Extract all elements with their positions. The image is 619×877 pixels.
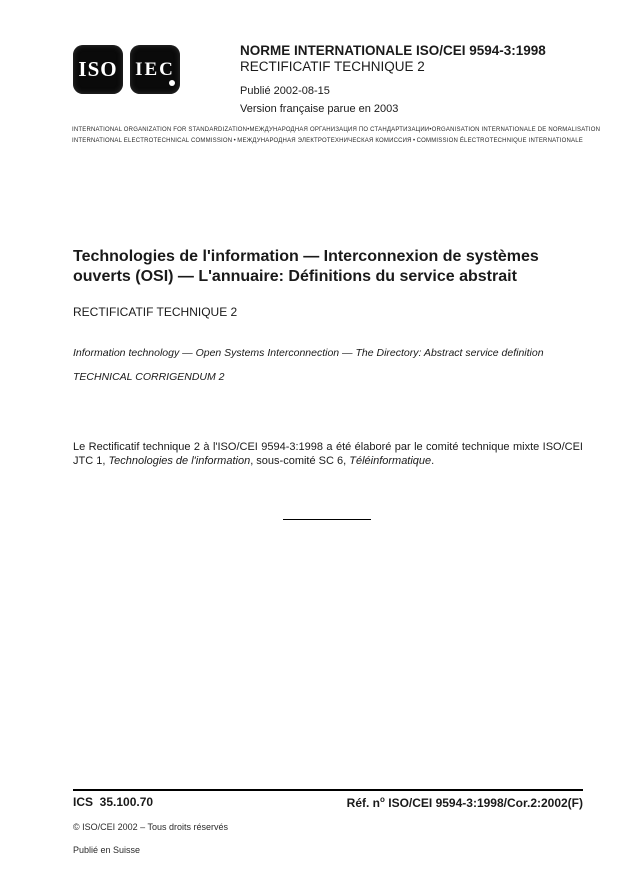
org-name: COMMISSION ÉLECTROTECHNIQUE INTERNATIONALE bbox=[416, 138, 583, 144]
bullet-separator: • bbox=[413, 138, 416, 144]
reference-superscript: o bbox=[380, 795, 385, 804]
iec-logo-icon bbox=[130, 45, 180, 94]
organizations-row bbox=[72, 138, 583, 144]
iec-logo-label: IEC bbox=[135, 58, 175, 80]
bullet-separator: • bbox=[429, 127, 432, 133]
bullet-separator: • bbox=[233, 138, 236, 144]
document-title-french: Technologies de l'information — Interconnexion de systèmes ouverts (OSI) — L'annuaire: Définitions du service abstrait bbox=[73, 248, 539, 285]
foreword-text: , sous-comité SC 6, bbox=[250, 455, 350, 467]
org-name: ORGANISATION INTERNATIONALE DE NORMALISATION bbox=[431, 127, 601, 133]
foreword-italic-subcommittee: Téléinformatique bbox=[349, 455, 432, 467]
iso-logo-icon bbox=[73, 45, 123, 94]
organizations-block bbox=[72, 127, 601, 149]
reference-number bbox=[347, 795, 583, 810]
bullet-separator: • bbox=[247, 127, 250, 133]
iec-logo-dot-icon bbox=[169, 80, 175, 86]
foreword-text: . bbox=[431, 455, 435, 467]
corrigendum-title-french: RECTIFICATIF TECHNIQUE 2 bbox=[73, 305, 238, 319]
iso-logo-label: ISO bbox=[78, 57, 118, 81]
ics-code: ICS 35.100.70 bbox=[73, 795, 154, 809]
footer-reference-row bbox=[73, 795, 583, 810]
center-divider-line bbox=[283, 519, 371, 520]
foreword-text: Le Rectificatif technique 2 à l'ISO/CEI 9594-3:1998 a été élaboré par le comité technique mixte ISO/CEI JTC 1, bbox=[73, 441, 583, 467]
document-title-english: Information technology — Open Systems Interconnection — The Directory: Abstract service definition bbox=[73, 347, 544, 359]
publication-date: Publié 2002-08-15 bbox=[240, 85, 330, 97]
corrigendum-title-english: TECHNICAL CORRIGENDUM 2 bbox=[73, 371, 225, 383]
organizations-row bbox=[72, 127, 601, 133]
corrigendum-header: RECTIFICATIF TECHNIQUE 2 bbox=[240, 59, 425, 74]
org-name: INTERNATIONAL ORGANIZATION FOR STANDARDIZATION bbox=[72, 127, 248, 133]
reference-prefix: Réf. n bbox=[346, 796, 381, 810]
foreword-italic-committee: Technologies de l'information bbox=[108, 455, 251, 467]
org-name: МЕЖДУНАРОДНАЯ ЭЛЕКТРОТЕХНИЧЕСКАЯ КОМИССИЯ bbox=[237, 138, 412, 144]
reference-suffix: ISO/CEI 9594-3:1998/Cor.2:2002(F) bbox=[384, 796, 583, 810]
published-in-note: Publié en Suisse bbox=[73, 845, 141, 855]
foreword-paragraph bbox=[73, 440, 583, 468]
logo-group bbox=[73, 45, 180, 94]
french-version-note: Version française parue en 2003 bbox=[240, 103, 399, 115]
org-name: МЕЖДУНАРОДНАЯ ОРГАНИЗАЦИЯ ПО СТАНДАРТИЗАЦИИ bbox=[249, 127, 430, 133]
copyright-notice: © ISO/CEI 2002 – Tous droits réservés bbox=[73, 822, 229, 832]
standard-number-title: NORME INTERNATIONALE ISO/CEI 9594-3:1998 bbox=[240, 43, 546, 58]
header-block bbox=[240, 43, 546, 115]
footer-divider-line bbox=[73, 789, 583, 791]
org-name: INTERNATIONAL ELECTROTECHNICAL COMMISSION bbox=[72, 138, 233, 144]
